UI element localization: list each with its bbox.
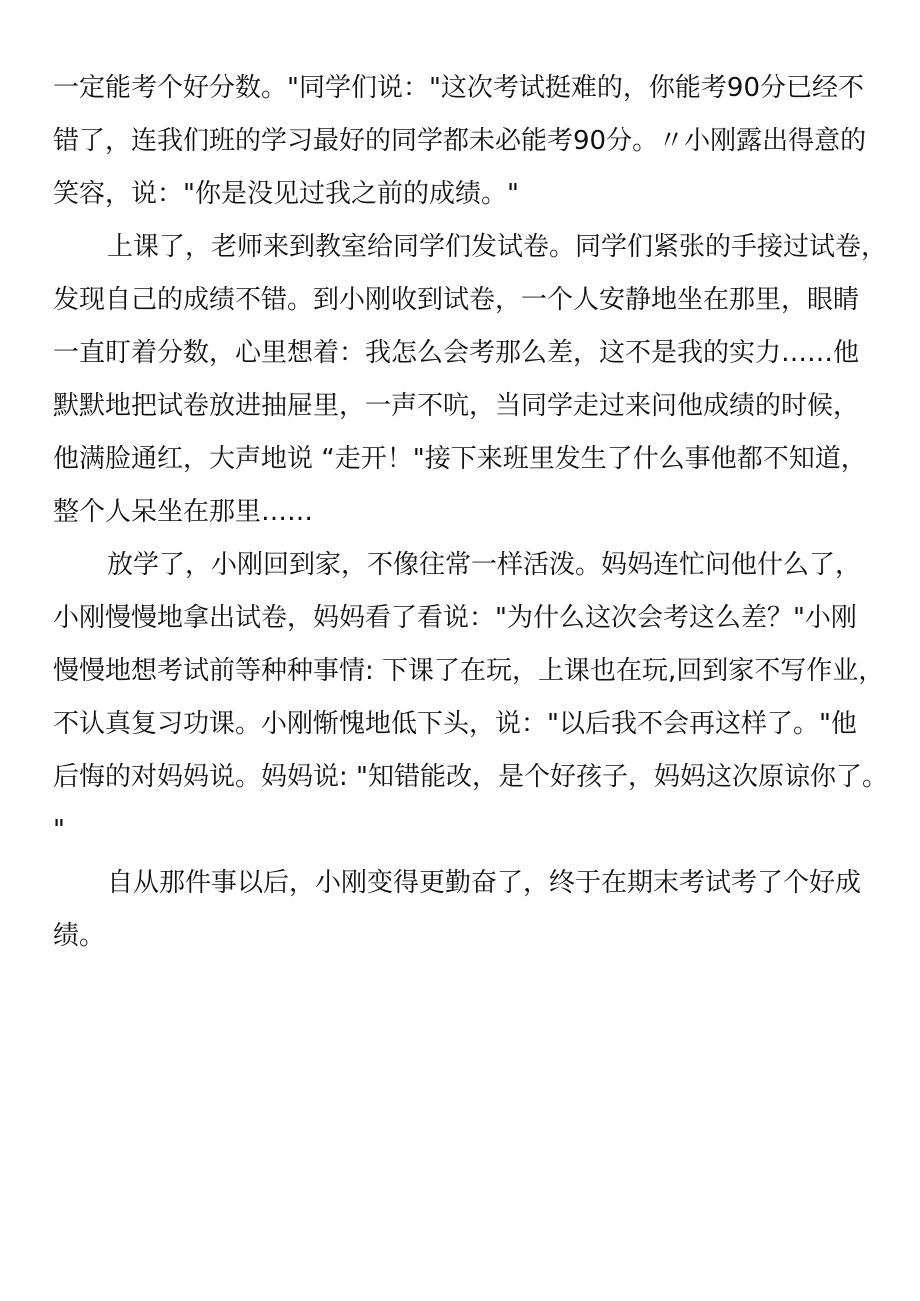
text-line: 发现自己的成绩不错。到小刚收到试卷，一个人安静地坐在那里，眼睛 xyxy=(53,285,860,315)
text-line: 一直盯着分数，心里想着：我怎么会考那么差，这不是我的实力……他 xyxy=(53,338,860,368)
text-line: " xyxy=(53,815,65,845)
paragraph-start-line: 放学了，小刚回到家，不像往常一样活泼。妈妈连忙问他什么了， xyxy=(107,550,862,580)
text-line: 默默地把试卷放进抽屉里，一声不吭，当同学走过来问他成绩的时候， xyxy=(53,391,860,421)
text-line: 绩。 xyxy=(53,921,106,951)
text-line: 小刚慢慢地拿出试卷，妈妈看了看说："为什么这次会考这么差？"小刚 xyxy=(53,603,857,633)
text-line: 笑容，说："你是没见过我之前的成绩。" xyxy=(53,179,519,209)
text-line: 一定能考个好分数。"同学们说："这次考试挺难的，你能考90分已经不 xyxy=(53,73,865,103)
text-line: 慢慢地想考试前等种种事情: 下课了在玩，上课也在玩,回到家不写作业， xyxy=(53,656,885,686)
text-line: 错了，连我们班的学习最好的同学都未必能考90分。〃小刚露出得意的 xyxy=(53,126,867,156)
paragraph-start-line: 自从那件事以后，小刚变得更勤奋了，终于在期末考试考了个好成 xyxy=(107,868,862,898)
paragraph-start-line: 上课了，老师来到教室给同学们发试卷。同学们紧张的手接过试卷， xyxy=(107,232,888,262)
text-line: 后悔的对妈妈说。妈妈说: "知错能改，是个好孩子，妈妈这次原谅你了。 xyxy=(53,762,888,792)
text-line: 不认真复习功课。小刚惭愧地低下头，说："以后我不会再这样了。"他 xyxy=(53,709,857,739)
text-line: 整个人呆坐在那里…… xyxy=(53,497,314,527)
story-text xyxy=(53,62,888,963)
text-line: 他满脸通红，大声地说 “走开！"接下来班里发生了什么事他都不知道， xyxy=(53,444,867,474)
